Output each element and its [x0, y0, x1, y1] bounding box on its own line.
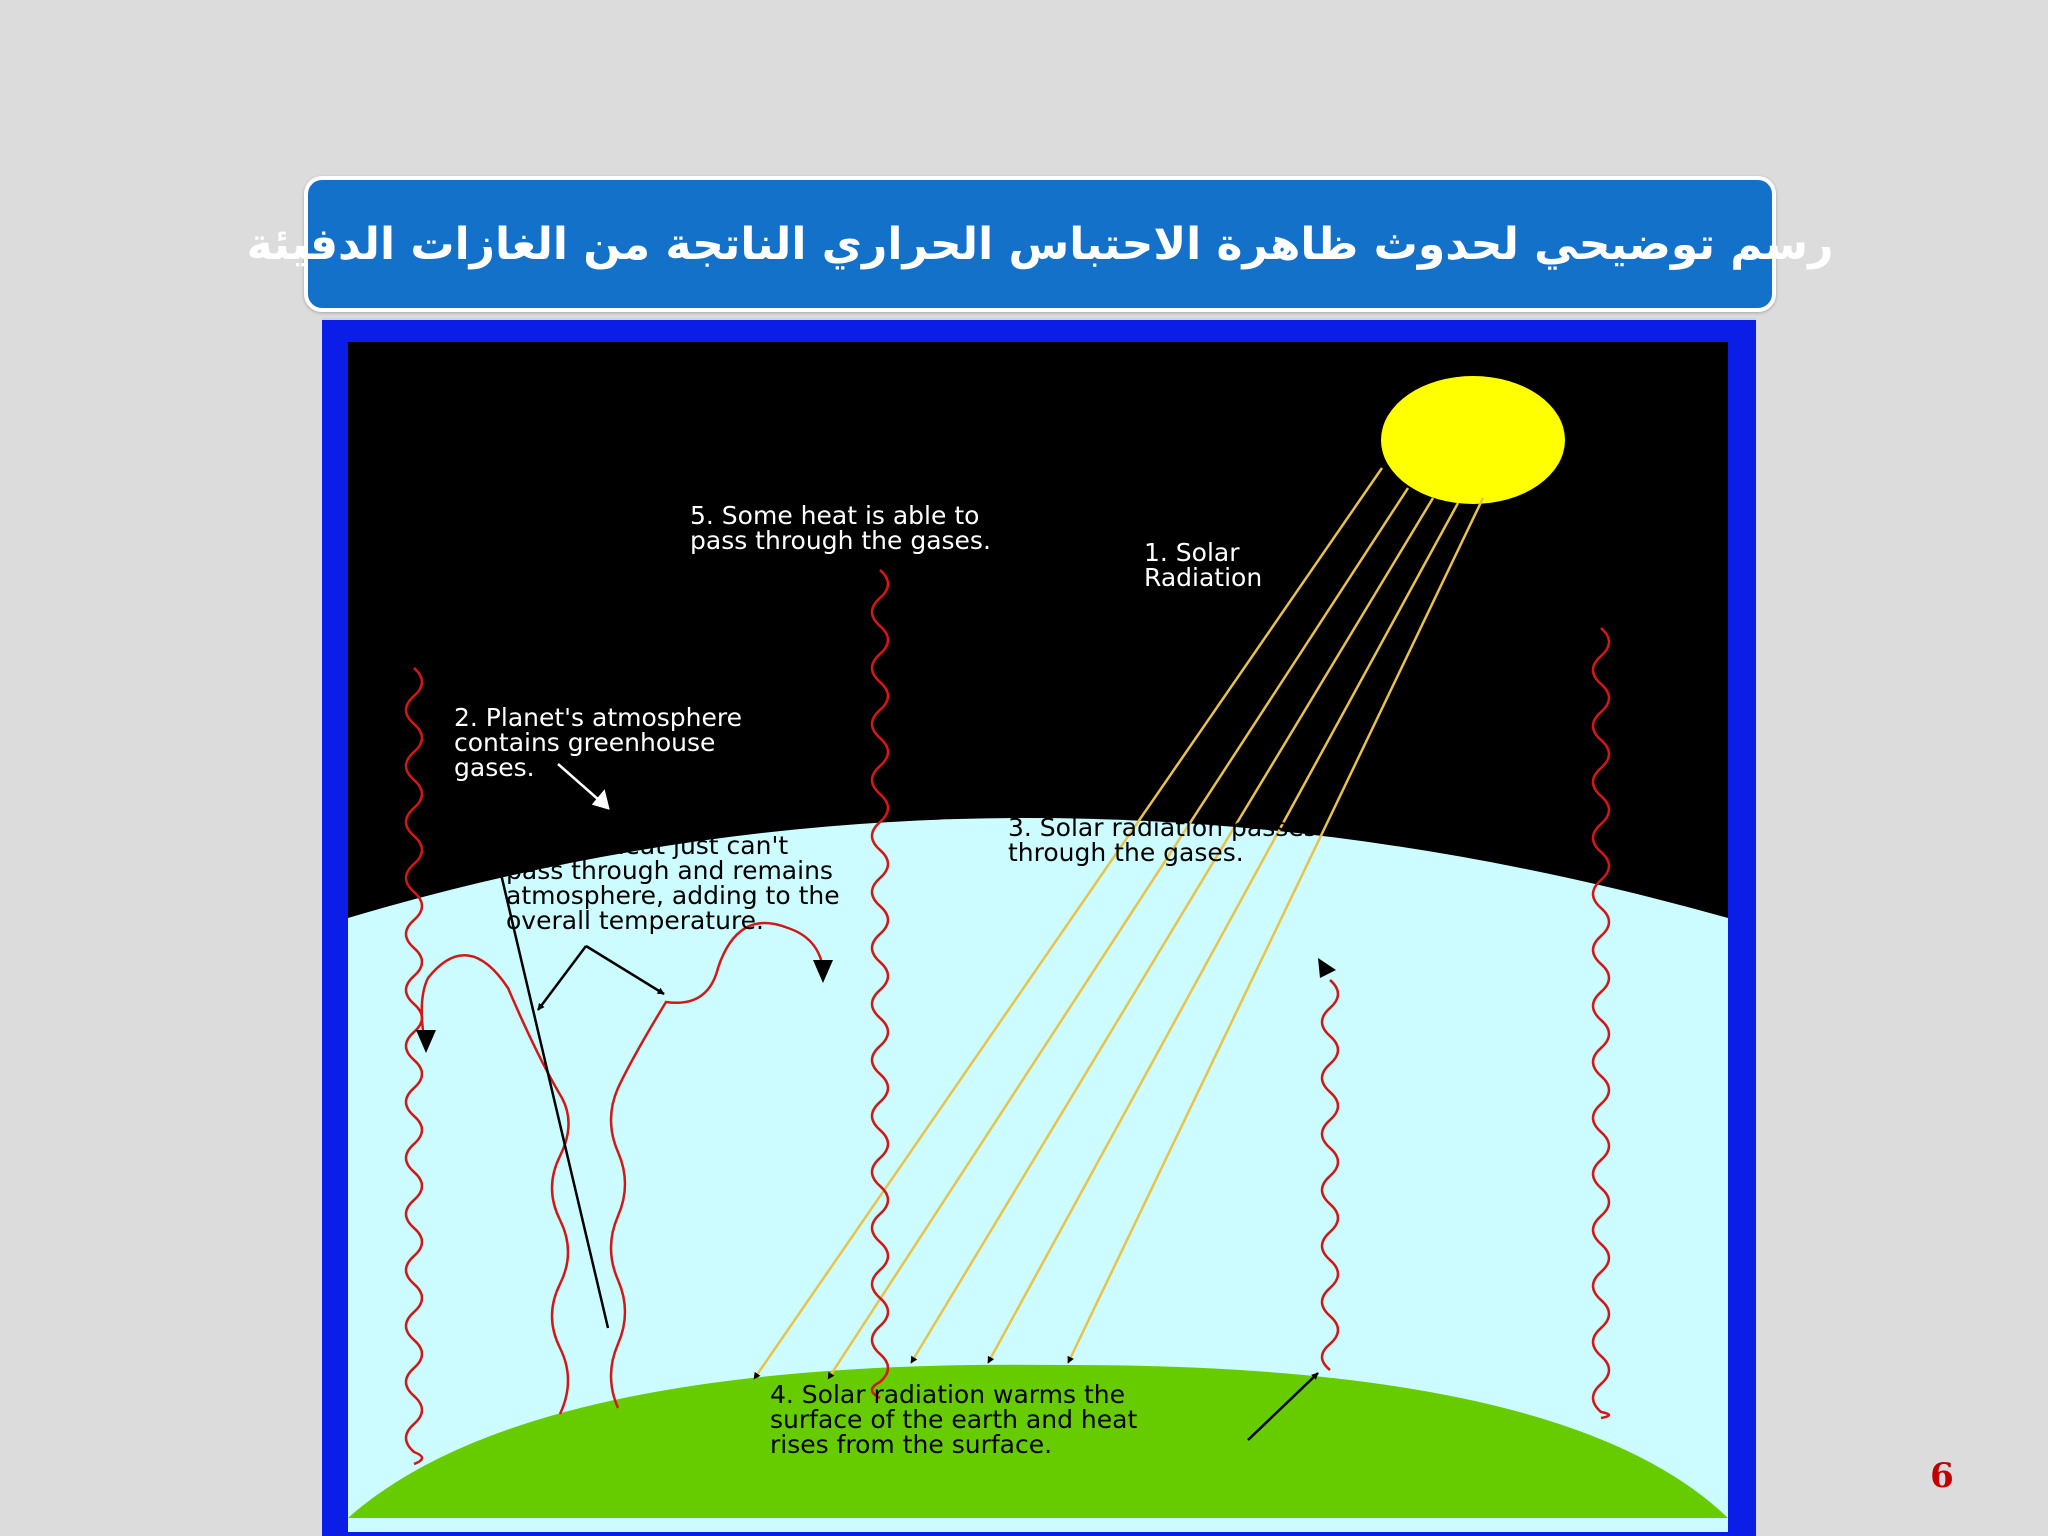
label-heat-escapes: 5. Some heat is able to pass through the gases.: [690, 501, 991, 555]
label-heat-trapped: 6.Some heat just can't pass through and remains atmosphere, adding to the overall temperature.: [506, 831, 840, 935]
label-solar-radiation: 1. Solar Radiation: [1144, 538, 1263, 592]
label-warms-surface: 4. Solar radiation warms the surface of the earth and heat rises from the surface.: [770, 1380, 1138, 1459]
slide-title: رسم توضيحي لحدوث ظاهرة الاحتباس الحراري الناتجة من الغازات الدفيئة: [246, 218, 1834, 270]
label-passes-through: 3. Solar radiation passes through the gases.: [1008, 813, 1317, 867]
title-banner: [246, 176, 1834, 312]
page-number: 6: [1930, 1456, 1954, 1496]
label-atmosphere: 2. Planet's atmosphere contains greenhouse gases.: [454, 703, 743, 782]
sun-icon: [1381, 376, 1565, 504]
greenhouse-diagram: [318, 318, 1760, 1536]
